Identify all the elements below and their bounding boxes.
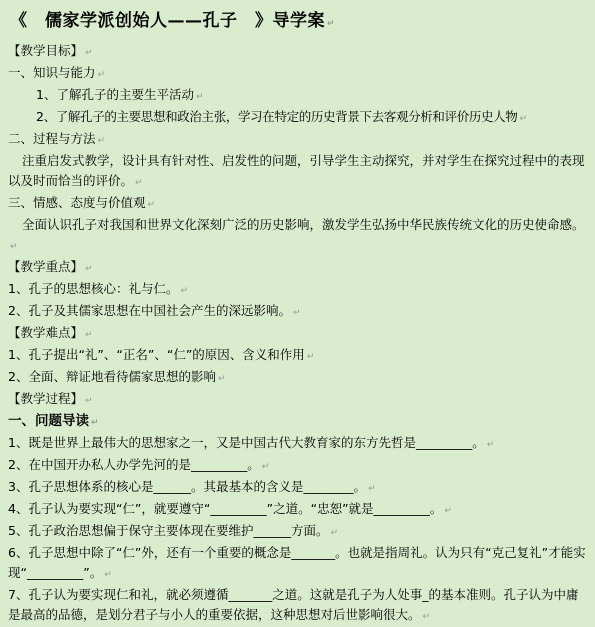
objective-item: 1、了解孔子的主要生平活动 ↵ bbox=[36, 87, 204, 102]
paragraph-mark-icon: ↵ bbox=[292, 308, 301, 318]
subheading-values: 三、情感、态度与价值观 ↵ bbox=[8, 195, 156, 210]
paragraph-mark-icon: ↵ bbox=[261, 462, 270, 472]
subheading-process: 二、过程与方法 ↵ bbox=[8, 131, 106, 146]
paragraph-mark-icon: ↵ bbox=[444, 506, 452, 516]
key-point-item: 1、孔子的思想核心：礼与仁。 ↵ bbox=[8, 281, 189, 296]
question-item: 4、孔子认为要实现“仁”，就要遵守“_________”之道。“忠恕”就是_________。 ↵ bbox=[8, 501, 452, 516]
paragraph-mark-icon: ↵ bbox=[195, 92, 204, 102]
section-heading-difficulties: 【教学难点】 ↵ bbox=[8, 325, 93, 340]
question-item: 1、既是世界上最伟大的思想家之一，又是中国古代大教育家的东方先哲是_________。 ↵ bbox=[8, 435, 495, 450]
subheading-guided-questions: 一、问题导读 ↵ bbox=[8, 413, 99, 429]
process-paragraph: 注重启发式教学，设计具有针对性、启发性的问题，引导学生主动探究，并对学生在探究过程中的表现以及时而恰当的评价。 ↵ bbox=[8, 153, 585, 188]
difficulty-item: 1、孔子提出“礼”、“正名”、“仁”的原因、含义和作用 ↵ bbox=[8, 347, 315, 362]
question-item: 7、孔子认为要实现仁和礼，就必须遵循_______之道。这就是孔子为人处事_的基本准则。孔子认为中庸是最高的品德，是划分君子与小人的重要依据，这种思想对后世影响很大。 ↵ bbox=[8, 587, 579, 622]
paragraph-mark-icon: ↵ bbox=[91, 418, 99, 428]
key-point-item: 2、孔子及其儒家思想在中国社会产生的深远影响。 ↵ bbox=[8, 303, 301, 318]
paragraph-mark-icon: ↵ bbox=[330, 528, 339, 538]
paragraph-mark-icon: ↵ bbox=[367, 484, 376, 494]
paragraph-mark-icon: ↵ bbox=[422, 612, 431, 622]
paragraph-mark-icon: ↵ bbox=[85, 330, 93, 340]
paragraph-mark-icon: ↵ bbox=[97, 70, 106, 80]
paragraph-mark-icon: ↵ bbox=[85, 396, 93, 406]
paragraph-mark-icon: ↵ bbox=[486, 440, 495, 450]
question-item: 6、孔子思想中除了“仁”外，还有一个重要的概念是_______。也就是指周礼。认为只有“克己复礼”才能实现“_________”。 ↵ bbox=[8, 545, 586, 580]
document-title: 《 儒家学派创始人——孔子 》导学案 ↵ bbox=[10, 11, 336, 31]
values-paragraph: 全面认识孔子对我国和世界文化深刻广泛的历史影响，激发学生弘扬中华民族传统文化的历史使命感。↵ bbox=[10, 217, 585, 252]
paragraph-mark-icon: ↵ bbox=[97, 136, 106, 146]
paragraph-mark-icon: ↵ bbox=[10, 242, 18, 252]
section-heading-key-points: 【教学重点】 ↵ bbox=[8, 259, 93, 274]
paragraph-mark-icon: ↵ bbox=[306, 352, 315, 362]
question-item: 3、孔子思想体系的核心是______。其最基本的含义是________。 ↵ bbox=[8, 479, 376, 494]
paragraph-mark-icon: ↵ bbox=[327, 19, 336, 29]
question-item: 2、在中国开办私人办学先河的是_________。 ↵ bbox=[8, 457, 270, 472]
paragraph-mark-icon: ↵ bbox=[135, 178, 143, 188]
paragraph-mark-icon: ↵ bbox=[180, 286, 189, 296]
section-heading-process: 【教学过程】 ↵ bbox=[8, 391, 93, 406]
section-heading-objectives: 【教学目标】 ↵ bbox=[8, 43, 93, 58]
objective-item: 2、了解孔子的主要思想和政治主张，学习在特定的历史背景下去客观分析和评价历史人物 ↵ bbox=[36, 109, 527, 124]
paragraph-mark-icon: ↵ bbox=[519, 114, 527, 124]
paragraph-mark-icon: ↵ bbox=[147, 200, 156, 210]
difficulty-item: 2、全面、辩证地看待儒家思想的影响 ↵ bbox=[8, 369, 226, 384]
paragraph-mark-icon: ↵ bbox=[85, 48, 93, 58]
subheading-knowledge: 一、知识与能力 ↵ bbox=[8, 65, 106, 80]
paragraph-mark-icon: ↵ bbox=[104, 570, 112, 580]
paragraph-mark-icon: ↵ bbox=[85, 264, 93, 274]
paragraph-mark-icon: ↵ bbox=[217, 374, 226, 384]
question-item: 5、孔子政治思想偏于保守主要体现在要维护______方面。 ↵ bbox=[8, 523, 339, 538]
